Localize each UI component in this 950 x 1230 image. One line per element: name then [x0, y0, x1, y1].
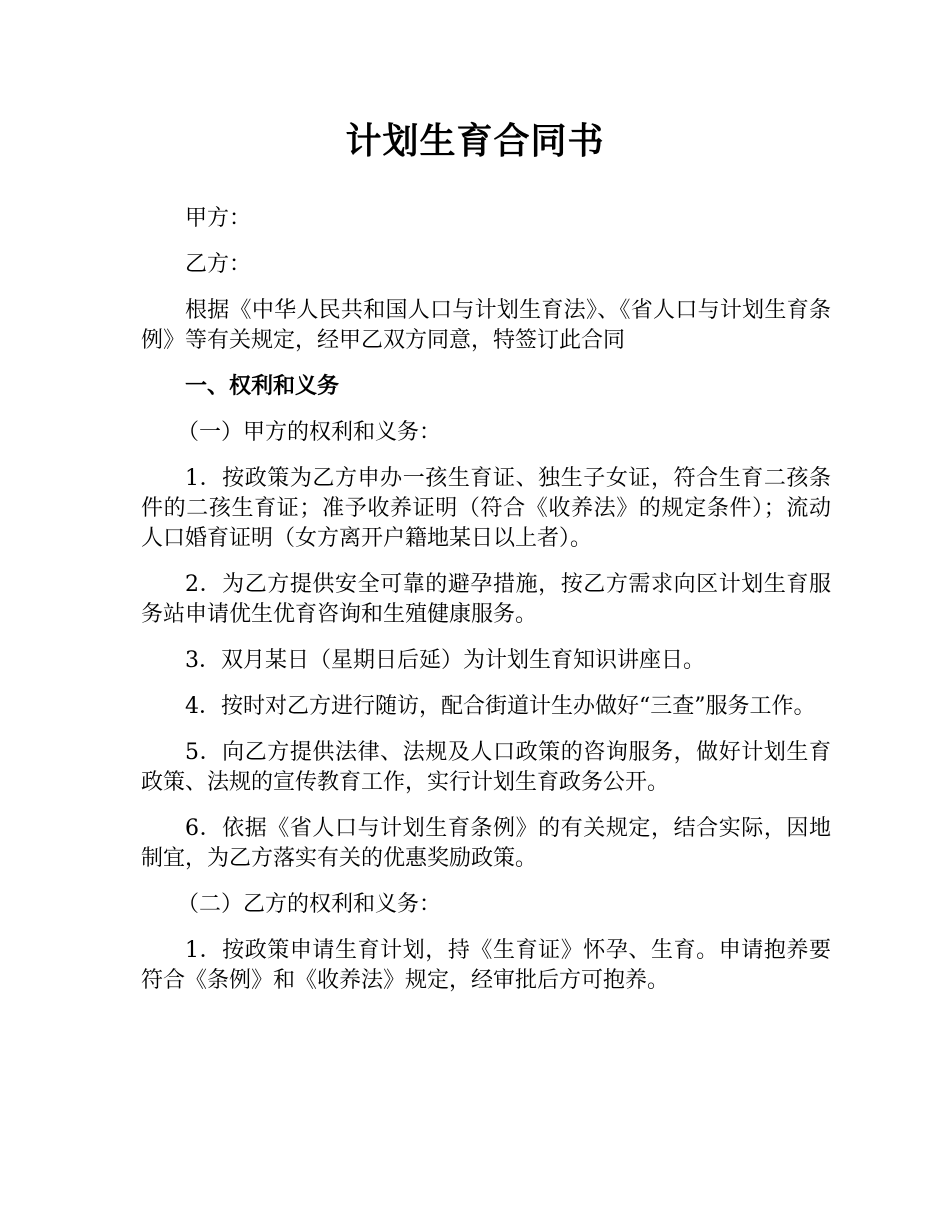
document-title: 计划生育合同书 [345, 121, 605, 162]
clause-a-3: 3．双月某日（星期日后延）为计划生育知识讲座日。 [185, 648, 705, 673]
clause-a-6: 6．依据《省人口与计划生育条例》的有关规定，结合实际，因地制宜，为乙方落实有关的优惠奖励政策。 [141, 816, 831, 871]
party-a-label: 甲方： [185, 206, 252, 231]
clause-a-1: 1．按政策为乙方申办一孩生育证、独生子女证，符合生育二孩条件的二孩生育证；准予收养证明（符合《收养法》的规定条件）；流动人口婚育证明（女方离开户籍地某日以上者）。 [141, 466, 831, 551]
party-b-label: 乙方： [185, 252, 252, 277]
subsection-heading-party-a: （一）甲方的权利和义务： [177, 420, 442, 445]
section-heading-rights-obligations: 一、权利和义务 [185, 374, 340, 399]
clause-a-5: 5．向乙方提供法律、法规及人口政策的咨询服务，做好计划生育政策、法规的宣传教育工作，实行计划生育政务公开。 [141, 740, 831, 795]
subsection-heading-party-b: （二）乙方的权利和义务： [177, 892, 442, 917]
document-body [141, 204, 831, 1012]
clause-b-1: 1．按政策申请生育计划，持《生育证》怀孕、生育。申请抱养要符合《条例》和《收养法》规定，经审批后方可抱养。 [141, 938, 831, 993]
preamble-paragraph: 根据《中华人民共和国人口与计划生育法》、《省人口与计划生育条例》等有关规定，经甲乙双方同意，特签订此合同 [141, 298, 831, 353]
clause-a-4: 4．按时对乙方进行随访，配合街道计生办做好“三查”服务工作。 [185, 694, 816, 719]
clause-a-2: 2．为乙方提供安全可靠的避孕措施，按乙方需求向区计划生育服务站申请优生优育咨询和生殖健康服务。 [141, 572, 831, 627]
